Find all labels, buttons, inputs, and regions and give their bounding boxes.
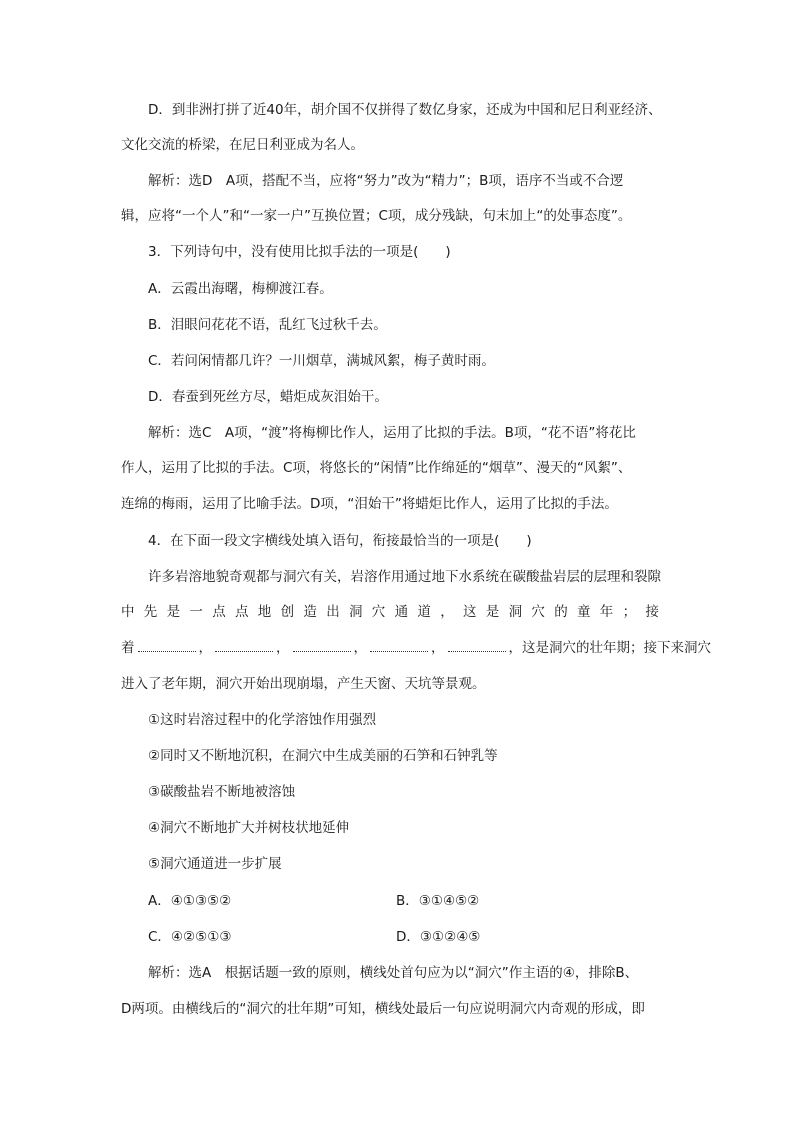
q3-analysis-line2: 作人，运用了比拟的手法。C项，将悠长的“闲情”比作绵延的“烟草”、漫天的“风絮”、 — [121, 460, 632, 476]
q4-sentence-1: ①这时岩溶过程中的化学溶蚀作用强烈 — [148, 712, 377, 728]
q4-analysis-line2: D两项。由横线后的“洞穴的壮年期”可知，横线处最后一句应说明洞穴内奇观的形成，即 — [121, 1001, 645, 1017]
q4-option-a: A．④①③⑤② — [148, 893, 232, 909]
q4-analysis-line1: 解析：选A 根据话题一致的原则，横线处首句应为以“洞穴”作主语的④，排除B、 — [148, 965, 639, 981]
blank-3 — [293, 639, 351, 652]
blank-4 — [370, 639, 428, 652]
q2-analysis-line2: 辑，应将“一个人”和“一家一户”互换位置；C项，成分残缺，句末加上“的处事态度”。 — [121, 208, 632, 224]
q3-option-c: C．若问闲情都几许？一川烟草，满城风絮，梅子黄时雨。 — [148, 353, 495, 369]
q4-stem: 4．在下面一段文字横线处填入语句，衔接最恰当的一项是( ) — [148, 533, 532, 549]
q4-option-b: B．③①④⑤② — [396, 893, 480, 909]
q3-stem: 3．下列诗句中，没有使用比拟手法的一项是( ) — [148, 244, 451, 260]
blank-2 — [215, 639, 273, 652]
q4-option-d: D．③①②④⑤ — [396, 929, 481, 945]
fill-in-blanks: ， ， ， ， — [135, 638, 509, 658]
q4-option-c: C．④②⑤①③ — [148, 929, 232, 945]
q4-passage-line3 — [121, 638, 711, 658]
q2-option-d-line1: D．到非洲打拼了近40年，胡介国不仅拼得了数亿身家，还成为中国和尼日利亚经济、 — [148, 102, 662, 118]
q3-option-b: B．泪眼问花花不语，乱红飞过秋千去。 — [148, 317, 387, 333]
q4-sentence-4: ④洞穴不断地扩大并树枝状地延伸 — [148, 820, 350, 836]
q4-passage-line2: 中先是一点点地创造出洞穴通道，这是洞穴的童年；接 — [121, 604, 669, 620]
q4-sentence-5: ⑤洞穴通道进一步扩展 — [148, 856, 282, 872]
q3-option-a: A．云霞出海曙，梅柳渡江春。 — [148, 281, 333, 297]
q3-analysis-line1: 解析：选C A项，“渡”将梅柳比作人，运用了比拟的手法。B项，“花不语”将花比 — [148, 425, 636, 441]
blank-5 — [448, 639, 506, 652]
q2-analysis-line1: 解析：选D A项，搭配不当，应将“努力”改为“精力”；B项，语序不当或不合逻 — [148, 173, 624, 189]
blank-1 — [138, 639, 196, 652]
q4-sentence-2: ②同时又不断地沉积，在洞穴中生成美丽的石笋和石钟乳等 — [148, 748, 498, 764]
q2-option-d-line2: 文化交流的桥梁，在尼日利亚成为名人。 — [121, 137, 364, 153]
q4-passage-line1: 许多岩溶地貌奇观都与洞穴有关，岩溶作用通过地下水系统在碳酸盐岩层的层理和裂隙 — [148, 569, 661, 585]
q3-analysis-line3: 连绵的梅雨，运用了比喻手法。D项，“泪始干”将蜡炬比作人，运用了比拟的手法。 — [121, 496, 618, 512]
q4-passage-line3-end: ，这是洞穴的壮年期；接下来洞穴 — [508, 640, 711, 656]
q4-passage-line3-start: 着 — [121, 640, 135, 656]
q4-passage-line4: 进入了老年期，洞穴开始出现崩塌，产生天窗、天坑等景观。 — [121, 676, 486, 692]
q4-sentence-3: ③碳酸盐岩不断地被溶蚀 — [148, 784, 296, 800]
q3-option-d: D．春蚕到死丝方尽，蜡炬成灰泪始干。 — [148, 389, 388, 405]
